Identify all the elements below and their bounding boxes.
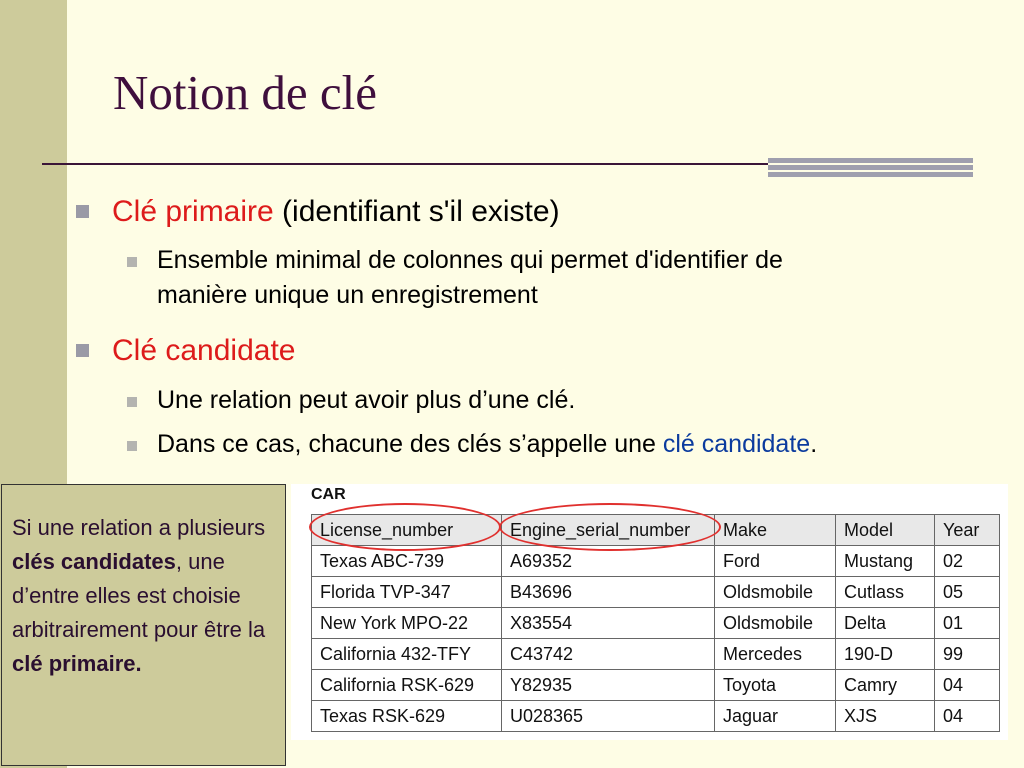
bullet-primary-key-desc xyxy=(157,243,783,313)
cell-model: XJS xyxy=(836,701,935,732)
candidate-desc2-prefix: Dans ce cas, chacune des clés s’appelle une xyxy=(157,430,663,458)
header-license-number: License_number xyxy=(312,515,502,546)
primary-key-desc-line2: manière unique un enregistrement xyxy=(157,281,538,309)
table-row xyxy=(312,608,1000,639)
note-bold-1: clés candidates xyxy=(12,549,176,574)
cell-engine: X83554 xyxy=(502,608,715,639)
cell-make: Ford xyxy=(715,546,836,577)
cell-make: Mercedes xyxy=(715,639,836,670)
cell-year: 02 xyxy=(935,546,1000,577)
candidate-key-note-box xyxy=(1,484,286,766)
table-name: CAR xyxy=(311,486,346,503)
header-engine-serial-number: Engine_serial_number xyxy=(502,515,715,546)
cell-year: 99 xyxy=(935,639,1000,670)
note-text-2: , une d’entre elles est choisie arbitrairement pour être la xyxy=(12,549,266,642)
cell-model: Camry xyxy=(836,670,935,701)
candidate-desc2-term: clé candidate xyxy=(662,430,811,458)
bullet-candidate-key xyxy=(112,334,295,368)
table-row xyxy=(312,639,1000,670)
note-text-1: Si une relation a plusieurs xyxy=(12,515,266,540)
cell-license: Texas ABC-739 xyxy=(312,546,502,577)
bullet-primary-key xyxy=(112,195,560,229)
cell-year: 05 xyxy=(935,577,1000,608)
candidate-key-term: Clé candidate xyxy=(112,334,296,367)
table-row xyxy=(312,670,1000,701)
cell-make: Toyota xyxy=(715,670,836,701)
header-year: Year xyxy=(935,515,1000,546)
primary-key-desc-line1: Ensemble minimal de colonnes qui permet d'identifier de xyxy=(157,246,783,274)
primary-key-term: Clé primaire xyxy=(112,195,274,228)
candidate-desc1-text: Une relation peut avoir plus d’une clé. xyxy=(157,386,576,414)
header-model: Model xyxy=(836,515,935,546)
car-table-figure xyxy=(291,484,1008,740)
table-row xyxy=(312,577,1000,608)
cell-make: Oldsmobile xyxy=(715,577,836,608)
cell-license: Texas RSK-629 xyxy=(312,701,502,732)
cell-license: California 432-TFY xyxy=(312,639,502,670)
cell-model: 190-D xyxy=(836,639,935,670)
slide-title: Notion de clé xyxy=(113,65,377,120)
license-key-highlight-ellipse xyxy=(309,503,501,551)
primary-key-note: (identifiant s'il existe) xyxy=(273,195,560,228)
table-row xyxy=(312,701,1000,732)
cell-make: Jaguar xyxy=(715,701,836,732)
cell-year: 04 xyxy=(935,670,1000,701)
bullet-candidate-desc2 xyxy=(157,427,817,462)
cell-model: Mustang xyxy=(836,546,935,577)
cell-engine: B43696 xyxy=(502,577,715,608)
cell-model: Cutlass xyxy=(836,577,935,608)
cell-license: California RSK-629 xyxy=(312,670,502,701)
cell-engine: A69352 xyxy=(502,546,715,577)
cell-engine: C43742 xyxy=(502,639,715,670)
cell-year: 04 xyxy=(935,701,1000,732)
header-make: Make xyxy=(715,515,836,546)
sub-bullet-square-icon xyxy=(127,257,137,267)
sub-bullet-square-icon xyxy=(127,397,137,407)
cell-engine: Y82935 xyxy=(502,670,715,701)
cell-make: Oldsmobile xyxy=(715,608,836,639)
cell-engine: U028365 xyxy=(502,701,715,732)
cell-model: Delta xyxy=(836,608,935,639)
bullet-square-icon xyxy=(76,344,89,357)
engine-key-highlight-ellipse xyxy=(499,503,721,551)
candidate-desc2-suffix: . xyxy=(810,430,818,458)
cell-year: 01 xyxy=(935,608,1000,639)
sub-bullet-square-icon xyxy=(127,441,137,451)
bullet-square-icon xyxy=(76,205,89,218)
cell-license: New York MPO-22 xyxy=(312,608,502,639)
title-divider-accent xyxy=(768,158,973,178)
bullet-candidate-desc1 xyxy=(157,383,575,418)
cell-license: Florida TVP-347 xyxy=(312,577,502,608)
note-bold-2: clé primaire. xyxy=(12,651,142,676)
